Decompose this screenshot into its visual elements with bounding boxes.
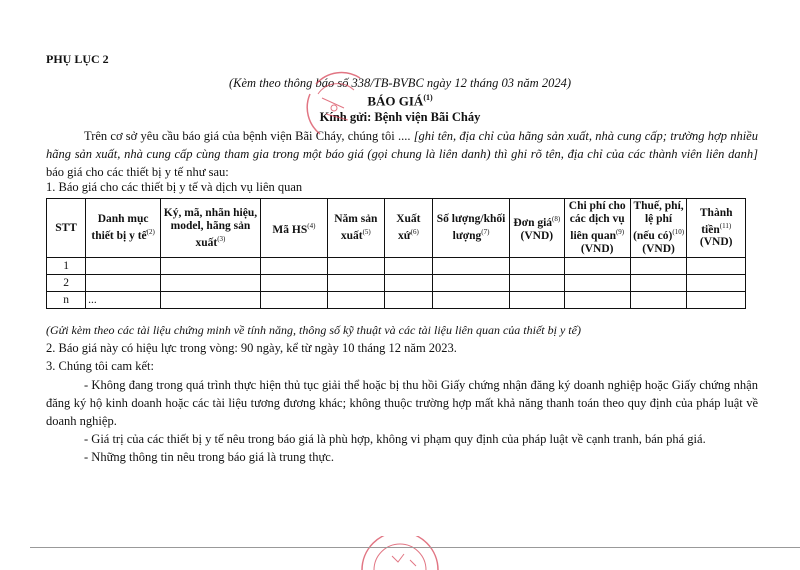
header-total: Thành tiền$^{(11)}$ (VND) (687, 199, 746, 258)
cell-stt: 2 (47, 275, 86, 292)
commitments (46, 376, 758, 466)
reference-line: (Kèm theo thông báo số 338/TB-BVBC ngày 12 tháng 03 năm 2024) (229, 76, 571, 90)
section-3-heading: 3. Chúng tôi cam kết: (46, 359, 154, 373)
bottom-seal-icon (352, 536, 448, 570)
intro-lead: Trên cơ sở yêu cầu báo giá của bệnh viện Bãi Cháy, chúng tôi .... (84, 129, 414, 143)
table-row (47, 292, 746, 309)
intro-bracket: [ghi tên, địa chỉ của hãng sản xuất, nhà cung cấp; trường hợp nhiều hãng sản xuất, nhà cung cấp cùng tham gia trong một báo giá (gọi chung là liên danh) thì ghi rõ tên, địa chỉ của các thành viên liên danh] (46, 129, 758, 161)
intro-tail: báo giá cho các thiết bị y tế như sau: (46, 165, 229, 179)
document-title (0, 93, 800, 109)
header-device-list: Danh mục thiết bị y tế$^{(2)}$ (86, 199, 161, 258)
header-unit-price: Đơn giá$^{(8)}$ (VND) (509, 199, 564, 258)
commitment-item: - Không đang trong quá trình thực hiện thủ tục giải thể hoặc bị thu hồi Giấy chứng nhận đăng ký doanh nghiệp hoặc Giấy chứng nhận đăng ký hộ kinh doanh hoặc các tài liệu tương đương khác; không thuộc trường hợp mất khả năng thanh toán theo quy định của pháp luật về doanh nghiệp. (46, 378, 758, 428)
header-tax-fee: Thuế, phí, lệ phí (nếu có)$^{(10)}$ (VND) (630, 199, 687, 258)
page-divider (30, 547, 800, 548)
table-row (47, 275, 746, 292)
table-row (47, 258, 746, 275)
validity-line: 2. Báo giá này có hiệu lực trong vòng: 90 ngày, kể từ ngày 10 tháng 12 năm 2023. (46, 341, 457, 355)
cell-item (86, 275, 161, 292)
header-hs-code: Mã HS$^{(4)}$ (260, 199, 327, 258)
header-stt: STT (47, 199, 86, 258)
attachment-note: (Gửi kèm theo các tài liệu chứng minh về tính năng, thông số kỹ thuật và các tài liệu liên quan của thiết bị y tế) (46, 323, 581, 337)
title-footnote: (1) (423, 93, 433, 102)
commitment-item: - Những thông tin nêu trong báo giá là trung thực. (84, 450, 334, 464)
intro-paragraph (46, 127, 758, 181)
seal-stamp-icon (296, 64, 376, 144)
header-service-cost: Chi phí cho các dịch vụ liên quan$^{(9)}$ (VND) (564, 199, 630, 258)
section-1-heading: 1. Báo giá cho các thiết bị y tế và dịch vụ liên quan (46, 180, 303, 194)
addressee-line: Kính gửi: Bệnh viện Bãi Cháy (319, 110, 481, 124)
cell-item (86, 258, 161, 275)
commitment-item: - Giá trị của các thiết bị y tế nêu trong báo giá là phù hợp, không vi phạm quy định của pháp luật về cạnh tranh, bán phá giá. (84, 432, 706, 446)
cell-stt: 1 (47, 258, 86, 275)
title-text: BÁO GIÁ (367, 93, 424, 109)
header-quantity: Số lượng/khối lượng$^{(7)}$ (433, 199, 510, 258)
cell-item: ... (86, 292, 161, 309)
table-header-row (47, 199, 746, 258)
header-origin: Xuất xứ$^{(6)}$ (384, 199, 433, 258)
header-year: Năm sản xuất$^{(5)}$ (328, 199, 384, 258)
quote-table (46, 198, 746, 309)
appendix-label: PHỤ LỤC 2 (46, 52, 109, 66)
header-model-brand: Ký, mã, nhãn hiệu, model, hãng sản xuất$^{(3)}$ (161, 199, 261, 258)
cell-stt: n (47, 292, 86, 309)
